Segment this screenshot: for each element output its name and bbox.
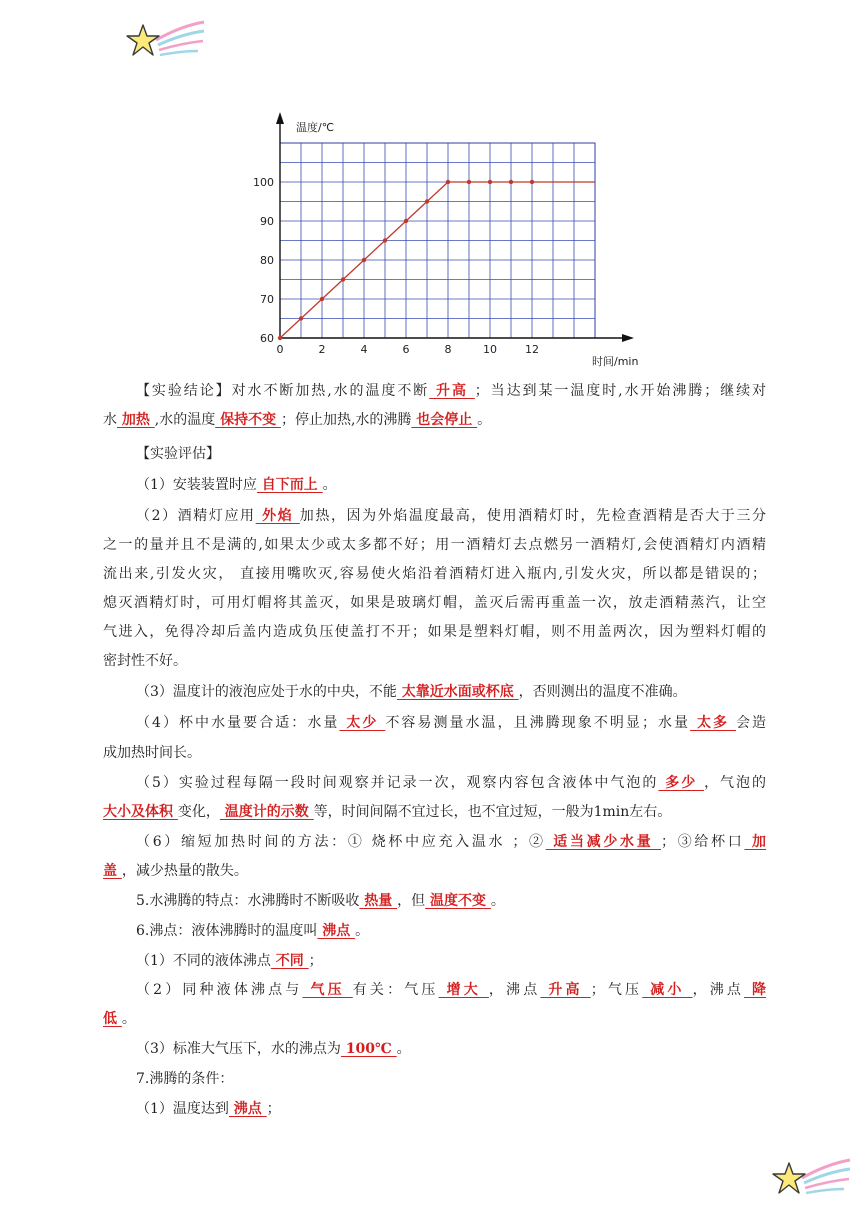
text-segment: 水: [103, 412, 117, 428]
x-tick-label: 12: [525, 343, 539, 356]
text-segment: （4）杯中水量要合适：水量: [136, 715, 340, 731]
answer-blank: 多少: [658, 775, 705, 791]
text-segment: ,水的温度: [154, 412, 216, 428]
data-point: [404, 219, 408, 223]
text-segment: （3）温度计的液泡应处于水的中央，不能: [136, 684, 397, 700]
text-line: [103, 535, 766, 555]
text-line: [103, 713, 766, 733]
evaluation-heading: [103, 444, 766, 464]
answer-blank: 低: [103, 1011, 122, 1027]
data-point: [362, 258, 366, 262]
text-segment: （6）缩短加热时间的方法：① 烧杯中应充入温水 ；②: [136, 834, 546, 850]
answer-blank: 不同: [270, 953, 309, 969]
text-segment: 。: [121, 1011, 136, 1027]
text-segment: ，沸点: [488, 982, 541, 998]
text-segment: （1）不同的液体沸点: [136, 953, 271, 969]
shooting-star-icon-bottom: [772, 1156, 852, 1202]
text-segment: （2）同种液体沸点与: [136, 982, 303, 998]
text-segment: 气进入，免得冷却后盖内造成负压使盖打不开；如果是塑料灯帽，则不用盖两次，因为塑料灯帽的: [103, 624, 766, 640]
text-segment: 【实验结论】对水不断加热,水的温度不断: [136, 383, 430, 399]
data-point: [341, 277, 345, 281]
text-segment: 熄灭酒精灯时，可用灯帽将其盖灭，如果是玻璃灯帽，盖灭后需再重盖一次，放走酒精蒸汽，让空: [103, 595, 766, 611]
text-line: [103, 1039, 766, 1059]
text-segment: ，减少热量的散失。: [121, 863, 248, 879]
answer-blank: 沸点: [228, 1101, 267, 1117]
text-line: [103, 651, 766, 671]
text-segment: 变化，: [177, 804, 220, 820]
answer-blank: 自下而上: [256, 477, 323, 493]
data-point: [383, 238, 387, 242]
answer-blank: 升高: [540, 982, 591, 998]
text-line: [103, 980, 766, 1000]
text-segment: 。: [477, 412, 492, 428]
answer-blank: 太少: [339, 715, 386, 731]
text-segment: ；当达到某一温度时,水开始沸腾；继续对: [474, 383, 767, 399]
data-point: [467, 180, 471, 184]
answer-blank: 降: [744, 982, 767, 998]
x-axis-label: 时间/min: [592, 355, 639, 368]
answer-blank: 增大: [438, 982, 489, 998]
text-line: [103, 832, 766, 852]
text-line: [103, 1009, 766, 1029]
data-point: [425, 199, 429, 203]
data-point: [320, 297, 324, 301]
text-segment: 之一的量并且不是满的,如果太少或太多都不好；用一酒精灯去点燃另一酒精灯,会使酒精灯内酒精: [103, 537, 766, 553]
x-tick-label: 6: [402, 343, 410, 356]
data-point: [446, 180, 450, 184]
text-segment: 加热，因为外焰温度最高，使用酒精灯时，先检查酒精是否大于三分: [299, 508, 766, 524]
answer-blank: 热量: [359, 893, 398, 909]
text-segment: ，沸点: [692, 982, 745, 998]
text-segment: 7.沸腾的条件：: [136, 1071, 234, 1087]
answer-blank: 也会停止: [411, 412, 478, 428]
data-point: [530, 180, 534, 184]
text-segment: ；: [266, 1101, 281, 1117]
text-line: [103, 861, 766, 881]
answer-blank: 保持不变: [215, 412, 281, 428]
boiling-point-line: [103, 921, 766, 941]
answer-blank: 温度计的示数: [219, 804, 314, 820]
text-line: [103, 1099, 766, 1119]
y-tick-label: 70: [260, 293, 274, 306]
text-segment: ；③给杯口: [661, 834, 745, 850]
chart-axes: [276, 112, 634, 342]
y-tick-label: 60: [260, 332, 274, 345]
y-tick-label: 90: [260, 215, 274, 228]
x-tick-label: 2: [318, 343, 326, 356]
text-segment: （1）安装装置时应: [136, 477, 257, 493]
text-segment: 密封性不好。: [103, 653, 187, 669]
text-segment: 【实验评估】: [136, 446, 220, 462]
answer-blank: 太靠近水面或杯底: [396, 684, 519, 700]
text-segment: 成加热时间长。: [103, 745, 201, 761]
text-line: [103, 951, 766, 971]
text-segment: 。: [396, 1041, 411, 1057]
text-segment: 。: [322, 477, 337, 493]
chart-labels: [253, 120, 638, 368]
data-point: [488, 180, 492, 184]
text-line: [103, 410, 766, 430]
text-segment: 5.水沸腾的特点：水沸腾时不断吸收: [136, 893, 360, 909]
text-line: [103, 682, 766, 702]
answer-blank: 气压: [302, 982, 353, 998]
text-segment: 不容易测量水温，且沸腾现象不明显；水量: [385, 715, 691, 731]
text-segment: 。: [490, 893, 505, 909]
answer-blank: 盖: [103, 863, 122, 879]
x-tick-label: 0: [276, 343, 284, 356]
answer-blank: 大小及体积: [103, 804, 178, 820]
y-tick-label: 80: [260, 254, 274, 267]
text-line: [103, 506, 766, 526]
x-axis-arrow: [622, 334, 634, 342]
text-segment: 会造: [735, 715, 767, 731]
conclusion-line: [103, 381, 766, 401]
text-line: [103, 593, 766, 613]
y-axis-label: 温度/℃: [296, 121, 335, 134]
x-tick-label: 8: [444, 343, 452, 356]
text-segment: （2）酒精灯应用: [136, 508, 256, 524]
answer-blank: 加: [744, 834, 767, 850]
y-axis-arrow: [276, 112, 284, 124]
x-tick-label: 4: [360, 343, 368, 356]
text-segment: （5）实验过程每隔一段时间观察并记录一次，观察内容包含液体中气泡的: [136, 775, 659, 791]
text-segment: 。: [355, 923, 370, 939]
data-point: [299, 316, 303, 320]
text-segment: 流出来,引发火灾， 直接用嘴吹灭,容易使火焰沿着酒精灯进入瓶内,引发火灾，所以都是错误的；: [103, 566, 766, 582]
answer-blank: 100℃: [340, 1041, 397, 1057]
answer-blank: 适当减少水量: [545, 834, 661, 850]
text-line: [103, 475, 766, 495]
text-segment: 6.沸点：液体沸腾时的温度叫: [136, 923, 318, 939]
text-segment: 等，时间间隔不宜过长，也不宜过短，一般为1min左右。: [313, 804, 672, 820]
data-point: [278, 336, 282, 340]
boiling-condition-heading: [103, 1069, 766, 1089]
text-segment: ；: [308, 953, 323, 969]
data-point: [509, 180, 513, 184]
text-line: [103, 564, 766, 584]
boiling-feature-line: [103, 891, 766, 911]
answer-blank: 加热: [117, 412, 155, 428]
chart-grid: [280, 143, 595, 338]
temperature-time-chart: [253, 100, 658, 375]
text-segment: ；停止加热,水的沸腾: [280, 412, 412, 428]
text-segment: ，否则测出的温度不准确。: [518, 684, 687, 700]
text-line: [103, 802, 766, 822]
answer-blank: 升高: [429, 383, 475, 399]
shooting-star-icon-top: [126, 18, 206, 64]
text-segment: （1）温度达到: [136, 1101, 229, 1117]
text-line: [103, 743, 766, 763]
y-tick-label: 100: [253, 176, 274, 189]
text-segment: ；气压: [590, 982, 643, 998]
text-segment: （3）标准大气压下，水的沸点为: [136, 1041, 341, 1057]
text-line: [103, 622, 766, 642]
answer-blank: 太多: [690, 715, 736, 731]
x-tick-label: 10: [483, 343, 497, 356]
chart-svg: [253, 100, 658, 375]
answer-blank: 减小: [642, 982, 693, 998]
text-segment: ，但: [397, 893, 426, 909]
answer-blank: 外焰: [255, 508, 300, 524]
answer-blank: 沸点: [317, 923, 356, 939]
text-line: [103, 773, 766, 793]
text-segment: 有关：气压: [352, 982, 439, 998]
text-segment: ，气泡的: [704, 775, 767, 791]
answer-blank: 温度不变: [425, 893, 491, 909]
